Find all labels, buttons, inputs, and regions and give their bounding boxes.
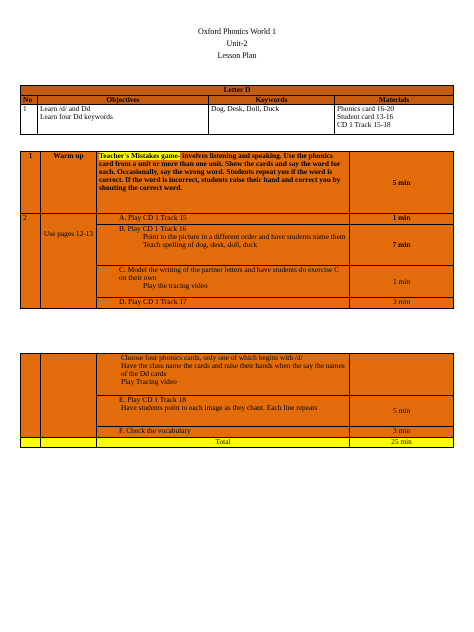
time-cell: 5 min (350, 152, 454, 214)
activity-c (97, 266, 350, 298)
plan-table-1 (20, 151, 454, 309)
activity-a: A. Play CD 1 Track 15 (97, 214, 350, 225)
objectives-table (20, 85, 454, 135)
activity-f: F. Check the vocabulary (97, 427, 350, 438)
row-number: 1 (21, 105, 38, 135)
step-number: 1 (21, 152, 41, 214)
header-materials: Materials (335, 96, 454, 105)
time-e: 5 min (350, 396, 454, 427)
activity-description (97, 152, 350, 214)
objectives-cell (38, 105, 209, 135)
time-d: 3 min (350, 298, 454, 309)
activity-step: Have the class name the cards and raise their hands when the say the names of the Dd cards (121, 361, 345, 378)
time-b: 7 min (350, 225, 454, 266)
activity-step: Play Tracing video (121, 377, 177, 386)
total-spacer (21, 438, 41, 448)
activity-b-title: B. Play CD 1 Track 16 (119, 224, 187, 233)
time-a: 1 min (350, 214, 454, 225)
keywords-cell: Dog, Desk, Doll, Duck (209, 105, 335, 135)
header-no: No (21, 96, 38, 105)
document-title: Oxford Phonics World 1 (197, 27, 277, 36)
letter-heading: Letter D (21, 86, 454, 96)
total-label: Total (97, 438, 350, 448)
activity-highlight: Teacher's Mistakes game- (99, 151, 181, 160)
stage-label: Use pages 12-13 (41, 214, 97, 309)
objective-line: Learn /d/ and Dd (40, 104, 91, 113)
activity-step: Choose four phonics cards, only one of which begins with /d/ (121, 353, 303, 362)
materials-cell (335, 105, 454, 135)
activity-b-step: Point to the picture in a different order and have students name them (143, 232, 346, 241)
lesson-plan-label: Lesson Plan (217, 51, 257, 60)
stage-label: Warm up (41, 152, 97, 214)
activity-b-step: Teach spelling of dog, desk, doll, duck (143, 240, 258, 249)
material-line: CD 1 Track 15-18 (337, 120, 391, 129)
step-number: 2 (21, 214, 41, 309)
activity-text: involves listening and speaking. Use the phonics card from a unit or more than one unit. Show the cards and say the word for each. Occasionally, say the wrong word. Students repeat you if the word is correct. If the word is incorrect, students raise their hand and correct you by shouting the correct word. (99, 151, 341, 192)
step-number-cell (21, 354, 41, 438)
header-objectives: Objectives (38, 96, 209, 105)
header-keywords: Keywords (209, 96, 335, 105)
time-cell (350, 354, 454, 396)
activity-d: D. Play CD 1 Track 17 (97, 298, 350, 309)
stage-cell (41, 354, 97, 438)
objective-line: Learn four Dd keywords (40, 112, 113, 121)
time-c: 1 min (350, 266, 454, 298)
unit-label: Unit-2 (226, 39, 248, 48)
activity-e-step: Have students point to each image as they chant. Each line repeats (121, 403, 318, 412)
total-spacer (41, 438, 97, 448)
activity-intro (97, 354, 350, 396)
activity-c-step: Play the tracing video (143, 281, 208, 290)
activity-c-title: C. Model the writing of the partner letters and have students do exercise C on their own (119, 265, 340, 282)
material-line: Student card 13-16 (337, 112, 394, 121)
activity-b (97, 225, 350, 266)
activity-e (97, 396, 350, 427)
total-time: 25 min (350, 438, 454, 448)
activity-e-title: E. Play CD 1 Track 18 (119, 395, 186, 404)
plan-table-2 (20, 353, 454, 448)
material-line: Phonics card 16-20 (337, 104, 395, 113)
time-f: 3 min (350, 427, 454, 438)
